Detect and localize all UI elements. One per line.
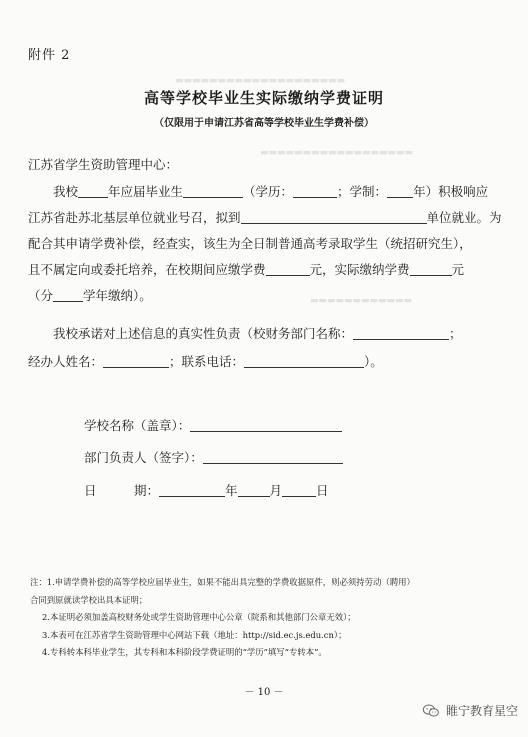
body-text: ；: [449, 326, 462, 341]
watermark: [422, 702, 518, 719]
note-line: 3.本表可在江苏省学生资助管理中心网站下载（地址：http://sid.ec.js.edu.cn）；: [42, 629, 347, 640]
signature-label: 部门负责人（签字）：: [84, 450, 203, 465]
student-name-field[interactable]: [183, 183, 243, 198]
date-day-field[interactable]: [282, 482, 316, 497]
degree-field[interactable]: [293, 183, 337, 198]
school-name-field[interactable]: [190, 417, 342, 432]
body-text: 我校承诺对上述信息的真实性负责（校财务部门名称：: [53, 326, 354, 341]
body-text: 元，实际缴纳学费: [309, 262, 410, 277]
note-line: 合同到原就读学校出具本证明；: [30, 594, 148, 605]
note-line: 4.专科转本科毕业学生，其专科和本科阶段学费证明的“学历”填写“专转本”。: [42, 647, 327, 657]
program-length-field[interactable]: [387, 183, 413, 198]
date-year-field[interactable]: [159, 482, 225, 497]
employer-field[interactable]: [241, 209, 427, 224]
note-line: 2.本证明必须加盖高校财务处或学生资助管理中心公章（院系和其他部门公章无效）；: [42, 612, 356, 622]
body-text: （学历：: [243, 184, 294, 199]
date-month-field[interactable]: [238, 482, 270, 497]
date-unit: 年: [225, 483, 238, 498]
body-text: 江苏省赴苏北基层单位就业号召，拟到: [28, 210, 241, 225]
phone-field[interactable]: [244, 353, 364, 368]
commitment-line-2: [28, 350, 496, 374]
installment-years-field[interactable]: [53, 287, 83, 302]
page-number: － 10 －: [244, 687, 284, 698]
body-line-1: [28, 180, 496, 204]
body-text: ；学制：: [337, 184, 388, 199]
body-line-3: 配合其申请学费补偿，经查实，该生为全日制普通高考录取学生（统招研究生），: [28, 236, 472, 251]
document-title: 高等学校毕业生实际缴纳学费证明: [143, 89, 384, 107]
document-subtitle: （仅限用于申请江苏省高等学校毕业生学费补偿）: [154, 118, 374, 129]
tuition-due-field[interactable]: [266, 261, 310, 276]
body-text: 单位就业。为: [426, 210, 502, 225]
graduation-year-field[interactable]: [78, 183, 108, 198]
signature-label: 学校名称（盖章）：: [84, 418, 191, 433]
body-text: 学年缴纳）。: [83, 288, 152, 303]
department-head-field[interactable]: [203, 449, 343, 464]
body-text: 年应届毕业生: [108, 184, 184, 199]
date-unit: 日: [316, 483, 329, 498]
notes-section: [30, 574, 500, 662]
salutation: 江苏省学生资助管理中心：: [28, 157, 179, 172]
show-through-decoration: ▬▬▬▬▬▬▬▬▬▬▬▬▬▬▬▬▬▬: [260, 148, 414, 158]
body-text: ）。: [364, 354, 383, 369]
signature-label: 日 期：: [84, 483, 160, 498]
body-text: ；联系电话：: [169, 354, 245, 369]
body-text: 经办人姓名：: [28, 354, 104, 369]
commitment-line-1: [28, 322, 496, 346]
department-head-row: [84, 448, 343, 466]
date-row: [84, 481, 329, 499]
body-line-5: [28, 284, 496, 308]
body-text: 元: [451, 262, 465, 277]
show-through-decoration: ▬▬▬▬▬▬▬▬▬▬▬▬▬▬▬▬▬▬▬▬: [175, 76, 346, 86]
body-text: （分: [28, 288, 54, 303]
handler-name-field[interactable]: [103, 353, 169, 368]
note-line: 注：1.申请学费补偿的高等学校应届毕业生，如果不能出具完整的学费收据原件，则必须持劳动（聘用）: [30, 577, 415, 587]
school-name-row: [84, 416, 342, 434]
watermark-text: 睢宁教育星空: [445, 704, 518, 718]
body-line-4: [28, 258, 496, 282]
show-through-decoration: ▬▬▬▬▬▬▬▬▬▬▬▬: [310, 296, 413, 306]
attachment-label: 附件 2: [28, 48, 71, 63]
tuition-paid-field[interactable]: [410, 261, 452, 276]
finance-dept-field[interactable]: [353, 325, 449, 340]
body-line-2: [28, 206, 502, 230]
body-text: 年）积极响应: [413, 184, 489, 199]
wechat-logo-icon: [422, 704, 440, 718]
date-unit: 月: [269, 483, 283, 498]
body-text: 我校: [53, 184, 79, 199]
body-text: 且不属定向或委托培养，在校期间应缴学费: [28, 262, 266, 277]
